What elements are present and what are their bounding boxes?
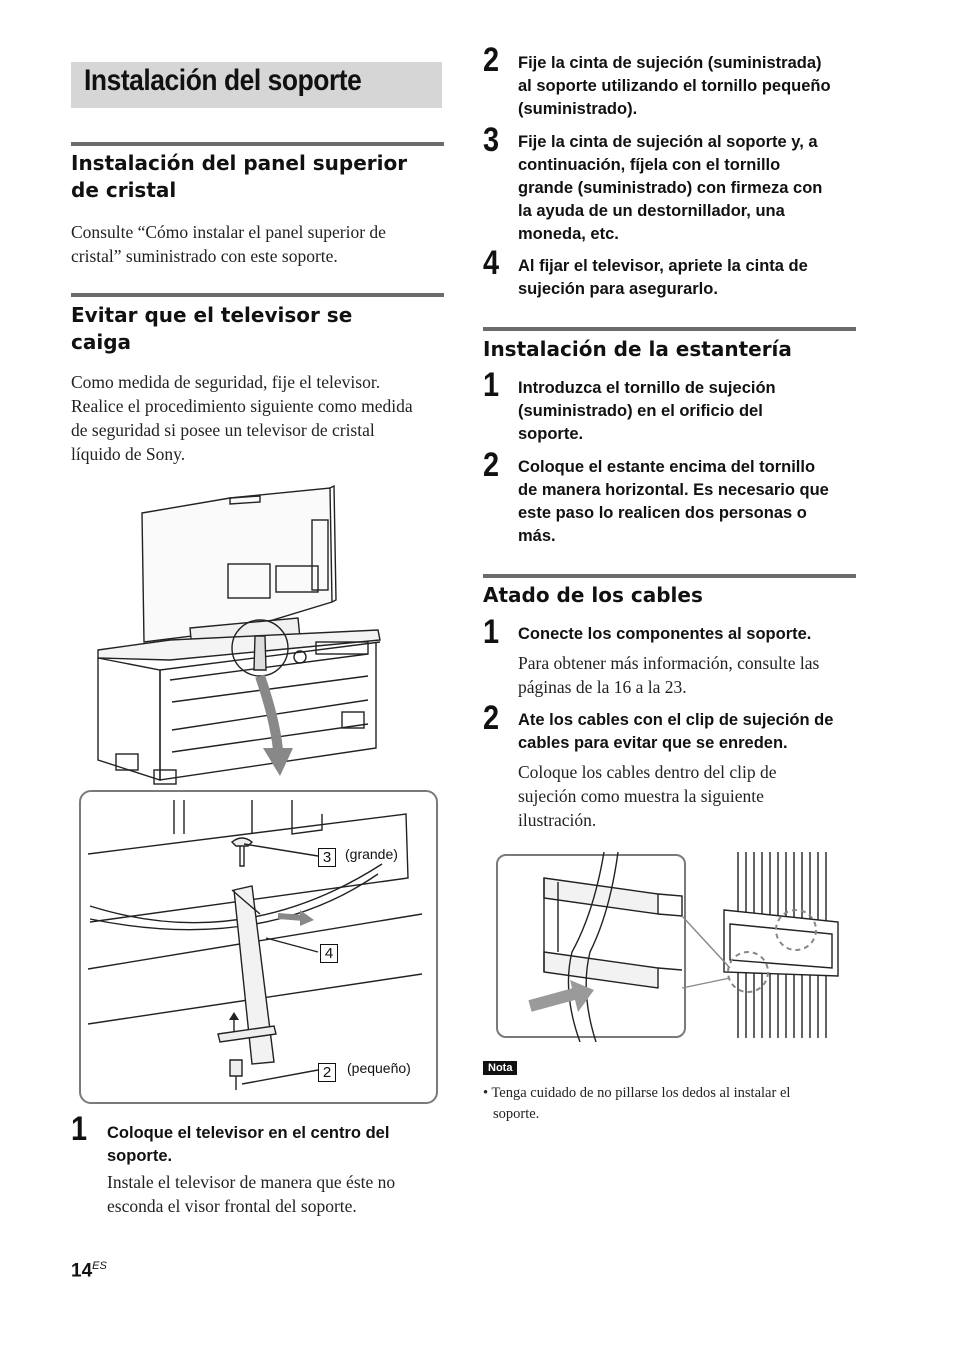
note-text	[483, 1083, 790, 1125]
cable-clip-illustration	[498, 852, 840, 1042]
step-line: Ate los cables con el clip de sujeción de	[518, 711, 834, 729]
section-heading-cables: Atado de los cables	[483, 583, 703, 607]
step-number: 1	[483, 613, 500, 651]
note-line: • Tenga cuidado de no pillarse los dedos al instalar el	[483, 1085, 791, 1101]
body-line: Instale el televisor de manera que éste no	[107, 1172, 396, 1192]
section-rule	[71, 293, 444, 297]
step-instruction	[518, 255, 808, 301]
step-number: 4	[483, 244, 500, 282]
step-number: 2	[483, 41, 500, 79]
note-tag: Nota	[483, 1061, 517, 1075]
callout-number-4: 4	[320, 944, 338, 963]
step-instruction	[518, 131, 822, 246]
step-instruction	[518, 52, 831, 121]
section-heading-shelf: Instalación de la estantería	[483, 337, 792, 361]
body-line: Coloque los cables dentro del clip de	[518, 762, 777, 782]
step-number: 2	[483, 699, 500, 737]
step-line: Fije la cinta de sujeción (suministrada)	[518, 54, 822, 72]
body-line: Consulte “Cómo instalar el panel superior de	[71, 222, 386, 242]
section-body-prevent-tv-fall	[71, 370, 413, 466]
step-line: este paso lo realicen dos personas o	[518, 504, 807, 522]
step-line: moneda, etc.	[518, 225, 619, 243]
step-instruction	[518, 456, 829, 548]
body-line: sujeción como muestra la siguiente	[518, 786, 764, 806]
heading-line: Instalación del panel superior	[71, 151, 408, 175]
step-number: 3	[483, 121, 500, 159]
step-instruction	[518, 709, 833, 755]
step-instruction	[518, 377, 776, 446]
body-line: páginas de la 16 a la 23.	[518, 677, 687, 697]
step-body	[518, 760, 777, 832]
body-line: Para obtener más información, consulte las	[518, 653, 820, 673]
note-line: soporte.	[493, 1106, 540, 1122]
step-body	[107, 1170, 395, 1218]
body-line: de seguridad si posee un televisor de cristal	[71, 420, 375, 440]
step-line: soporte.	[518, 425, 584, 443]
step-line: de manera horizontal. Es necesario que	[518, 481, 829, 499]
step-line: grande (suministrado) con firmeza con	[518, 179, 823, 197]
heading-line: de cristal	[71, 178, 177, 202]
step-number: 2	[483, 446, 500, 484]
body-line: Como medida de seguridad, fije el televisor.	[71, 372, 381, 392]
tv-stand-illustration	[80, 480, 450, 790]
step-line: Introduzca el tornillo de sujeción	[518, 379, 776, 397]
step-number: 1	[71, 1110, 88, 1148]
step-line: Al fijar el televisor, apriete la cinta de	[518, 257, 808, 275]
page-language-suffix: ES	[92, 1260, 107, 1272]
body-line: líquido de Sony.	[71, 444, 186, 464]
body-line: ilustración.	[518, 810, 597, 830]
step-line: más.	[518, 527, 556, 545]
step-instruction	[107, 1122, 389, 1168]
step-line: soporte.	[107, 1147, 173, 1165]
step-line: la ayuda de un destornillador, una	[518, 202, 785, 220]
page-number-value: 14	[71, 1260, 93, 1282]
callout-label-small: (pequeño)	[347, 1060, 411, 1076]
section-body-glass-panel	[71, 220, 386, 268]
step-body	[518, 651, 819, 699]
step-number: 1	[483, 366, 500, 404]
page-number	[71, 1260, 107, 1282]
step-line: sujeción para asegurarlo.	[518, 280, 718, 298]
step-instruction: Conecte los componentes al soporte.	[518, 625, 812, 643]
strap-detail-illustration	[82, 794, 434, 1098]
heading-line: caiga	[71, 330, 132, 354]
step-line: (suministrado).	[518, 100, 638, 118]
body-line: esconda el visor frontal del soporte.	[107, 1196, 357, 1216]
step-line: continuación, fíjela con el tornillo	[518, 156, 781, 174]
callout-number-2: 2	[318, 1063, 336, 1082]
section-heading-glass-panel	[71, 150, 407, 204]
step-line: Coloque el televisor en el centro del	[107, 1124, 390, 1142]
step-line: (suministrado) en el orificio del	[518, 402, 763, 420]
section-rule	[483, 574, 856, 578]
step-line: Fije la cinta de sujeción al soporte y, a	[518, 133, 818, 151]
callout-label-large: (grande)	[345, 846, 398, 862]
section-rule	[483, 327, 856, 331]
step-line: al soporte utilizando el tornillo pequeño	[518, 77, 831, 95]
callout-number-3: 3	[318, 848, 336, 867]
section-heading-prevent-tv-fall	[71, 302, 352, 356]
page-title: Instalación del soporte	[84, 64, 362, 97]
body-line: Realice el procedimiento siguiente como medida	[71, 396, 413, 416]
section-rule	[71, 142, 444, 146]
heading-line: Evitar que el televisor se	[71, 303, 353, 327]
body-line: cristal” suministrado con este soporte.	[71, 246, 338, 266]
step-line: Coloque el estante encima del tornillo	[518, 458, 816, 476]
step-line: cables para evitar que se enreden.	[518, 734, 788, 752]
